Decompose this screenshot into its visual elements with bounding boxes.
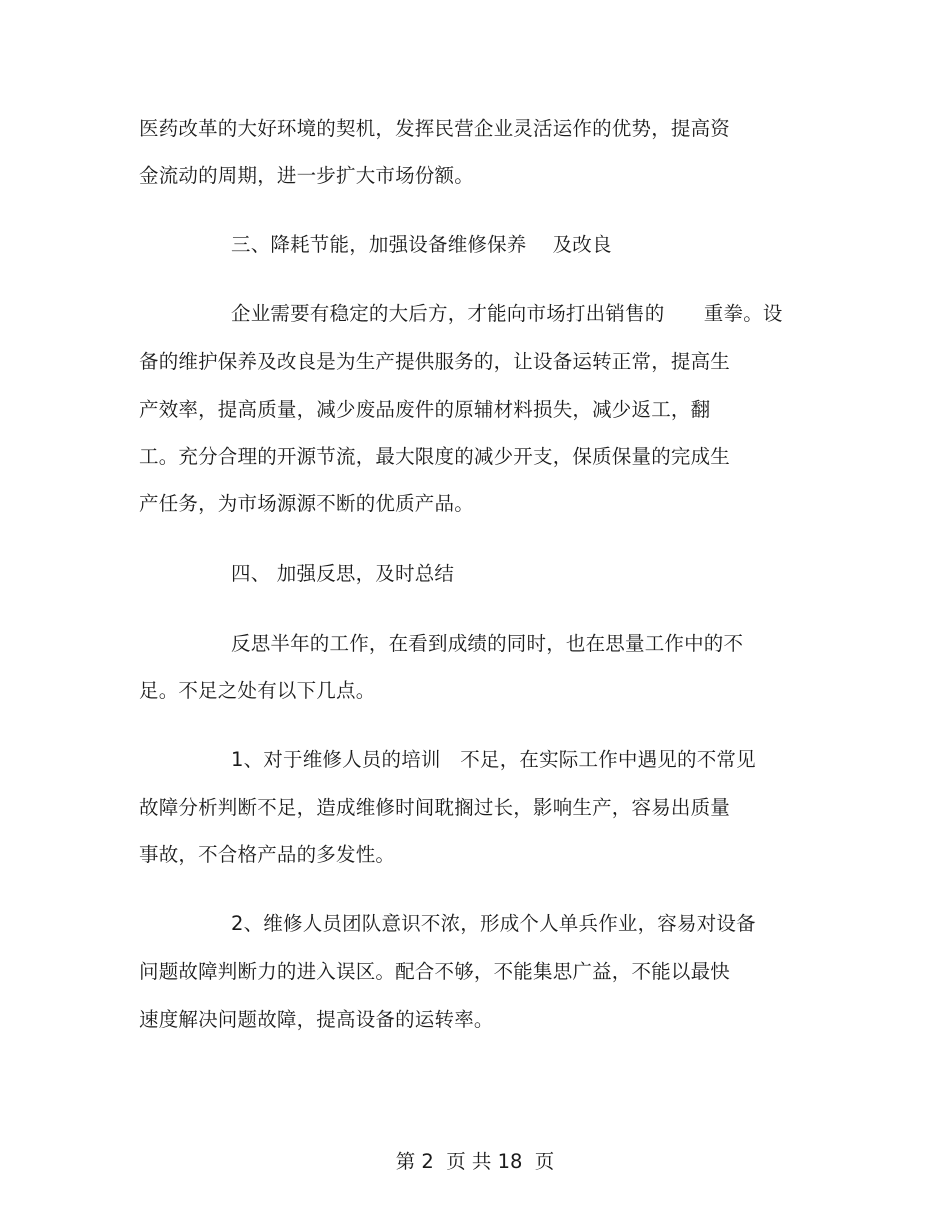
text-line: 产任务，为市场源源不断的优质产品。 — [139, 492, 474, 515]
text-line: 足。不足之处有以下几点。 — [139, 679, 376, 702]
text-line: 企业需要有稳定的大后方，才能向市场打出销售的 重拳。设 — [231, 302, 783, 325]
text-line: 产效率，提高质量，减少废品废件的原辅材料损失，减少返工，翻 — [139, 398, 711, 421]
text-line: 医药改革的大好环境的契机，发挥民营企业灵活运作的优势，提高资 — [139, 117, 731, 140]
text-line: 反思半年的工作，在看到成绩的同时，也在思量工作中的不 — [231, 632, 744, 655]
section-heading: 四、 加强反思，及时总结 — [231, 562, 455, 585]
text-line: 2、维修人员团队意识不浓，形成个人单兵作业，容易对设备 — [231, 912, 756, 935]
page-number-footer: 第 2 页 共 18 页 — [395, 1150, 555, 1173]
text-line: 故障分析判断不足，造成维修时间耽搁过长，影响生产，容易出质量 — [139, 796, 731, 819]
text-line: 金流动的周期，进一步扩大市场份额。 — [139, 164, 474, 187]
section-heading: 三、降耗节能，加强设备维修保养 及改良 — [231, 233, 612, 256]
text-line: 备的维护保养及改良是为生产提供服务的，让设备运转正常，提高生 — [139, 350, 731, 373]
text-line: 速度解决问题故障，提高设备的运转率。 — [139, 1008, 494, 1031]
text-line: 问题故障判断力的进入误区。配合不够，不能集思广益，不能以最快 — [139, 960, 731, 983]
text-line: 事故，不合格产品的多发性。 — [139, 843, 396, 866]
text-line: 1、对于维修人员的培训 不足，在实际工作中遇见的不常见 — [231, 748, 756, 771]
text-line: 工。充分合理的开源节流，最大限度的减少开支，保质保量的完成生 — [139, 445, 731, 468]
